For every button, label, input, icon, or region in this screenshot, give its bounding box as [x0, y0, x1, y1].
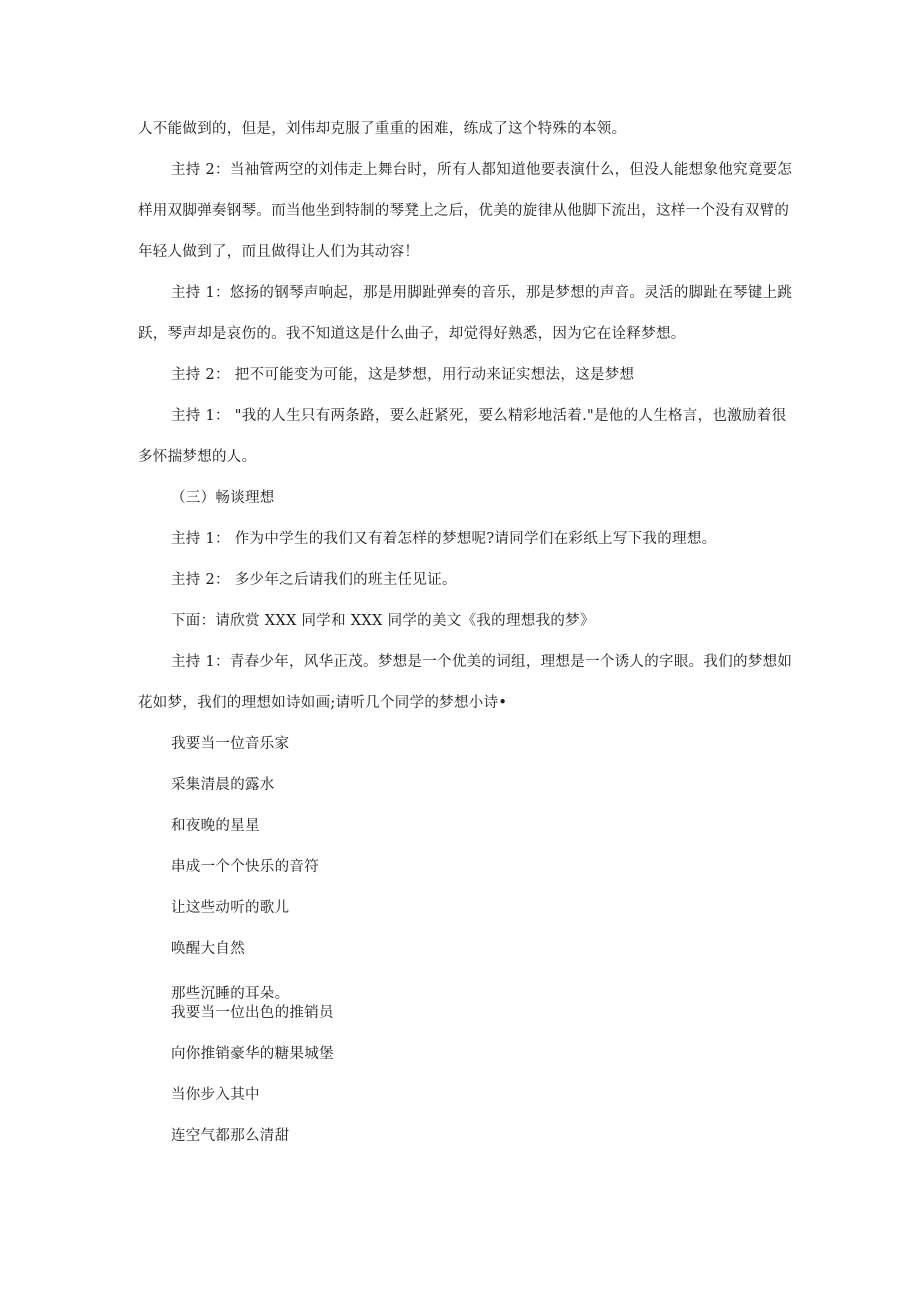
poem-line: 唤醒大自然	[171, 941, 245, 957]
paragraph-line: 主持 2： 多少年之后请我们的班主任见证。	[171, 572, 457, 588]
poem-line: 我要当一位音乐家	[171, 736, 290, 752]
poem-line: 串成一个个快乐的音符	[171, 859, 319, 875]
poem-line: 当你步入其中	[171, 1087, 260, 1103]
paragraph-line: 样用双脚弹奏钢琴。而当他坐到特制的琴凳上之后，优美的旋律从他脚下流出，这样一个没有双臂的	[138, 203, 790, 219]
poem-line: 向你推销豪华的糖果城堡	[171, 1046, 334, 1062]
poem-line: 那些沉睡的耳朵。	[171, 986, 290, 1002]
paragraph-line: 主持 1：青春少年，风华正茂。梦想是一个优美的词组，理想是一个诱人的字眼。我们的梦想如	[171, 654, 793, 670]
paragraph-line: 年轻人做到了，而且做得让人们为其动容！	[138, 244, 420, 260]
paragraph-line: 多怀揣梦想的人。	[138, 449, 257, 465]
section-heading: （三）畅谈理想	[171, 490, 275, 506]
paragraph-line: 主持 1： 作为中学生的我们又有着怎样的梦想呢?请同学们在彩纸上写下我的理想。	[171, 531, 717, 547]
poem-line: 连空气都那么清甜	[171, 1128, 290, 1144]
paragraph-line: 主持 2：当袖管两空的刘伟走上舞台时，所有人都知道他要表演什么，但没人能想象他究竟要怎	[171, 162, 793, 178]
poem-line: 让这些动听的歌儿	[171, 900, 290, 916]
paragraph-line: 花如梦，我们的理想如诗如画;请听几个同学的梦想小诗•	[138, 695, 508, 711]
poem-line: 我要当一位出色的推销员	[171, 1005, 334, 1021]
paragraph-line: 主持 1： "我的人生只有两条路，要么赶紧死，要么精彩地活着."是他的人生格言，也激励着很	[171, 408, 787, 424]
paragraph-line: 人不能做到的，但是，刘伟却克服了重重的困难，练成了这个特殊的本领。	[138, 121, 627, 137]
paragraph-line: 主持 1：悠扬的钢琴声响起，那是用脚趾弹奏的音乐，那是梦想的声音。灵活的脚趾在琴键上跳	[171, 285, 793, 301]
paragraph-line: 主持 2： 把不可能变为可能，这是梦想，用行动来证实想法，这是梦想	[171, 367, 635, 383]
paragraph-line: 下面：请欣赏 XXX 同学和 XXX 同学的美文《我的理想我的梦》	[171, 613, 595, 629]
paragraph-line: 跃，琴声却是哀伤的。我不知道这是什么曲子，却觉得好熟悉，因为它在诠释梦想。	[138, 326, 686, 342]
poem-line: 和夜晚的星星	[171, 818, 260, 834]
poem-line: 采集清晨的露水	[171, 777, 275, 793]
